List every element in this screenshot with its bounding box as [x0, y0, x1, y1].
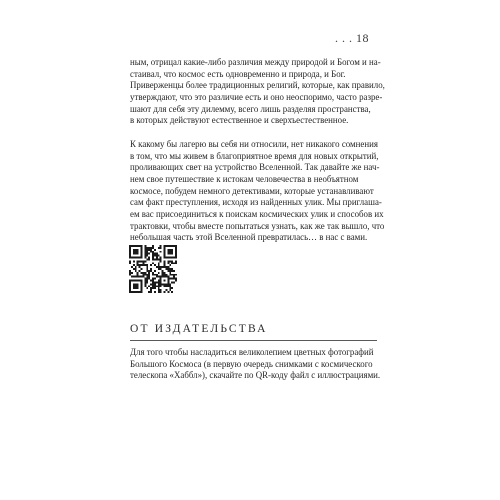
publisher-note [130, 347, 382, 382]
heading-divider [130, 340, 377, 341]
paragraph-2-line: небольшая часть этой Вселенной превратилась… в нас с вами. [130, 232, 368, 243]
paragraph-2-line: К какому бы лагерю вы себя ни относили, нет никакого сомнения [130, 139, 378, 149]
paragraph-1-line: стаивал, что космос есть одновременно и природа, и Бог. [130, 68, 346, 79]
paragraph-1 [130, 57, 385, 127]
paragraph-2-line: космосе, побудем немного детективами, которые устанавливают [130, 185, 374, 196]
paragraph-1-line: в которых действуют естественное и сверхъестественное. [130, 115, 349, 126]
paragraph-2-line: проливающих свет на устройство Вселенной. Так давайте же нач- [130, 162, 380, 173]
publisher-note-line: Для того чтобы насладиться великолепием цветных фотографий [130, 347, 374, 357]
paragraph-2-line: ем вас присоединиться к поискам космических улик и способов их [130, 208, 384, 219]
publisher-heading: ОТ ИЗДАТЕЛЬСТВА [130, 323, 268, 335]
paragraph-1-line: ным, отрицал какие-либо различия между природой и Богом и на- [130, 57, 381, 67]
paragraph-1-line: Приверженцы более традиционных религий, которые, как правило, [130, 80, 385, 91]
paragraph-2 [130, 139, 385, 244]
paragraph-2-line: в том, что мы живем в благоприятное время для новых открытий, [130, 150, 379, 161]
paragraph-2-line: сам факт преступления, исходя из найденных улик. Мы приглаша- [130, 197, 382, 208]
paragraph-1-line: шают для себя эту дилемму, всего лишь разделяя пространства, [130, 103, 371, 114]
paragraph-2-line: трактовки, чтобы вместе попытаться узнать, как же так вышло, что [130, 220, 385, 231]
page-number: . . . 18 [335, 31, 369, 45]
paragraph-2-line: нем свое путешествие к истокам человечества в необъятном [130, 173, 359, 184]
publisher-note-line: Большого Космоса (в первую очередь снимками с космического [130, 358, 373, 369]
publisher-note-line: телескопа «Хаббл»), скачайте по QR-коду файл с иллюстрациями. [130, 370, 381, 381]
paragraph-1-line: утверждают, что это различие есть и оно неоспоримо, часто разре- [130, 91, 383, 102]
qr-code[interactable] [129, 245, 177, 293]
